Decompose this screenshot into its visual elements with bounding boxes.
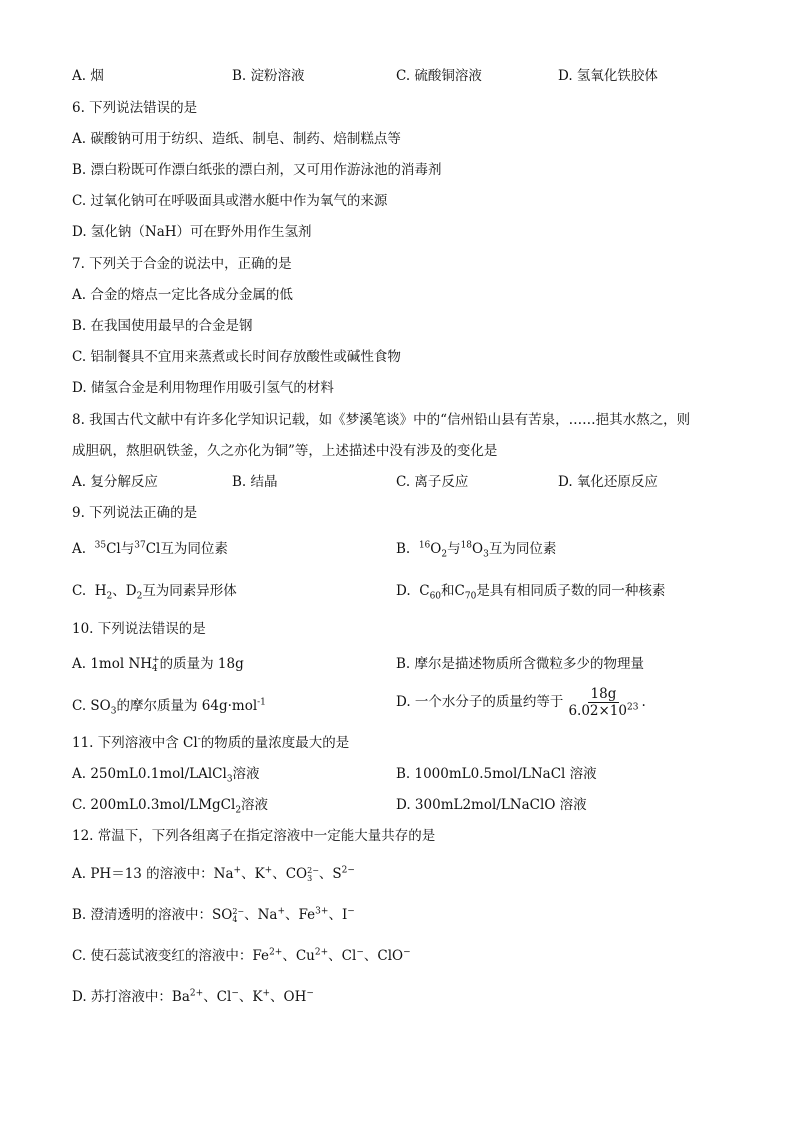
q11-c-text: C. 200mL0.3mol/LMgCl	[72, 797, 236, 813]
q12-d-rest: 、Cl−、K+、OH−	[203, 988, 314, 1005]
q10-c-sup: -1	[257, 697, 266, 708]
q9-d-c1: C	[419, 583, 430, 599]
q9-b-el2: O	[472, 541, 484, 557]
q12-option-a	[72, 864, 355, 884]
q10-d-end: .	[641, 694, 646, 710]
q9-c-suffix: 互为同素异形体	[142, 583, 237, 599]
q11-c-sub: 2	[235, 805, 242, 816]
q9-b-mass2: 18	[460, 540, 473, 551]
q12-a-text: A. PH＝13 的溶液中：Na	[72, 866, 234, 882]
q9-b-sub2: 3	[483, 549, 489, 560]
q9-c-prefix: C.	[72, 583, 87, 599]
q9-d-c2: C	[454, 583, 465, 599]
q8-stem-line1: 8. 我国古代文献中有许多化学知识记载，如《梦溪笔谈》中的“信州铅山县有苦泉，……挹其水熬之，则	[72, 412, 691, 428]
q8-option-c: C. 离子反应	[396, 474, 469, 490]
q12-b-rest: 、Na+、$Fe^{3+}$、I−	[244, 906, 355, 923]
q10-a-ion-marks	[152, 656, 160, 674]
q11-option-b: B. 1000mL0.5mol/LNaCl 溶液	[396, 766, 597, 782]
q11-a-sub: 3	[226, 774, 233, 785]
q5-option-d: D. 氢氧化铁胶体	[558, 68, 658, 84]
q12-c-rest: 、$Cu^{2+}$、Cl−、ClO−	[282, 947, 411, 964]
q12-b-so4-marks: 2− 4	[232, 906, 245, 924]
q5-option-c: C. 硫酸铜溶液	[396, 68, 482, 84]
q11-stem-tail: 的物质的量浓度最大的是	[200, 735, 350, 751]
q9-a-mass1: 35	[94, 540, 107, 551]
q10-a-sub: 4	[152, 663, 158, 674]
q9-b-mass1: 16	[418, 540, 431, 551]
q10-c-sub: 3	[110, 706, 117, 717]
q9-option-b	[396, 539, 556, 559]
q9-d-prefix: D.	[396, 583, 411, 599]
q11-option-d: D. 300mL2mol/LNaClO 溶液	[396, 797, 587, 813]
q9-d-suffix: 是具有相同质子数的同一种核素	[476, 583, 666, 599]
q9-d-c1-sub: 60	[429, 591, 442, 602]
q7-stem: 7. 下列关于合金的说法中，正确的是	[72, 256, 292, 272]
q12-option-c	[72, 946, 411, 966]
q10-d-denominator	[565, 703, 641, 719]
q9-a-mid: Cl与	[106, 541, 135, 557]
q7-option-d: D. 储氢合金是利用物理作用吸引氢气的材料	[72, 380, 334, 396]
q9-a-suffix: Cl互为同位素	[145, 541, 228, 557]
q9-c-d: D	[125, 583, 137, 599]
q5-option-b: B. 淀粉溶液	[232, 68, 305, 84]
q11-option-c	[72, 795, 268, 815]
q9-b-mid: 与	[447, 541, 461, 557]
q6-option-a: A. 碳酸钠可用于纺织、造纸、制皂、制药、焙制糕点等	[72, 131, 401, 147]
q9-d-c2-sub: 70	[464, 591, 477, 602]
q10-option-d	[396, 686, 646, 719]
q10-c-tail: 的摩尔质量为 64g·mol	[116, 698, 258, 714]
q9-b-sub1: 2	[441, 549, 448, 560]
q9-c-d-sub: 2	[136, 591, 143, 602]
q9-a-mass2: 37	[134, 540, 146, 551]
q9-c-sep: 、	[112, 583, 126, 599]
q6-option-c: C. 过氧化钠可在呼吸面具或潜水艇中作为氧气的来源	[72, 193, 388, 209]
q9-option-c	[72, 581, 237, 601]
q11-stem	[72, 733, 349, 753]
q9-b-el1: O	[430, 541, 442, 557]
q10-d-fraction	[565, 686, 641, 719]
q10-a-sup: +	[152, 654, 160, 665]
q12-a-na-charge: +	[233, 865, 242, 876]
q10-d-den-sup: 23	[627, 702, 639, 713]
q9-c-h: H	[94, 583, 107, 599]
q10-a-tail: 的质量为 18g	[159, 656, 244, 672]
q10-d-text: D. 一个水分子的质量约等于	[396, 694, 564, 710]
q12-b-text: B. 澄清透明的溶液中：SO	[72, 907, 233, 923]
q7-option-c: C. 铝制餐具不宜用来蒸煮或长时间存放酸性或碱性食物	[72, 349, 401, 365]
q11-c-tail: 溶液	[241, 797, 269, 813]
q9-stem: 9. 下列说法正确的是	[72, 505, 198, 521]
q11-a-tail: 溶液	[232, 766, 260, 782]
q10-option-b: B. 摩尔是描述物质所含微粒多少的物理量	[396, 656, 645, 672]
q7-option-a: A. 合金的熔点一定比各成分金属的低	[72, 287, 293, 303]
q11-stem-sup: -	[197, 734, 201, 745]
q12-stem: 12. 常温下，下列各组离子在指定溶液中一定能大量共存的是	[72, 828, 436, 844]
q6-option-d: D. 氢化钠（NaH）可在野外用作生氢剂	[72, 224, 312, 240]
q9-d-mid: 和	[441, 583, 455, 599]
q9-option-d	[396, 581, 665, 601]
q12-a-rest: 、K+、CO 2− 3 、$S^{2-}$	[241, 865, 355, 883]
q10-d-den-text: 6.02×10	[568, 703, 627, 719]
q10-stem: 10. 下列说法错误的是	[72, 621, 206, 637]
q10-d-numerator: 18g	[588, 686, 620, 703]
q7-option-b: B. 在我国使用最早的合金是钢	[72, 318, 253, 334]
q10-option-c	[72, 696, 266, 716]
q9-b-suffix: 互为同位素	[488, 541, 557, 557]
q11-stem-text: 11. 下列溶液中含 Cl	[72, 735, 198, 751]
q6-stem: 6. 下列说法错误的是	[72, 100, 198, 116]
q12-c-fe-charge: 2+	[269, 947, 283, 958]
q10-c-text: C. SO	[72, 698, 111, 714]
q12-d-text: D. 苏打溶液中：Ba	[72, 989, 190, 1005]
q10-option-a	[72, 654, 244, 674]
q8-option-a: A. 复分解反应	[72, 474, 158, 490]
q9-a-prefix: A.	[72, 541, 87, 557]
q12-option-b	[72, 905, 355, 925]
q9-option-a	[72, 539, 228, 559]
q5-option-a: A. 烟	[72, 68, 104, 84]
q12-option-d	[72, 987, 314, 1007]
q9-c-h-sub: 2	[106, 591, 113, 602]
q12-d-ba-charge: 2+	[189, 988, 204, 999]
q10-a-text: A. 1mol NH	[72, 656, 153, 672]
q9-b-prefix: B.	[396, 541, 411, 557]
q8-option-d: D. 氧化还原反应	[558, 474, 658, 490]
q8-stem-line2: 成胆矾，熬胆矾铁釜，久之亦化为铜”等，上述描述中没有涉及的变化是	[72, 443, 498, 459]
q11-option-a	[72, 764, 260, 784]
q8-option-b: B. 结晶	[232, 474, 278, 490]
q12-c-text: C. 使石蕊试液变红的溶液中：Fe	[72, 948, 270, 964]
q11-a-text: A. 250mL0.1mol/LAlCl	[72, 766, 227, 782]
q6-option-b: B. 漂白粉既可作漂白纸张的漂白剂，又可用作游泳池的消毒剂	[72, 162, 442, 178]
